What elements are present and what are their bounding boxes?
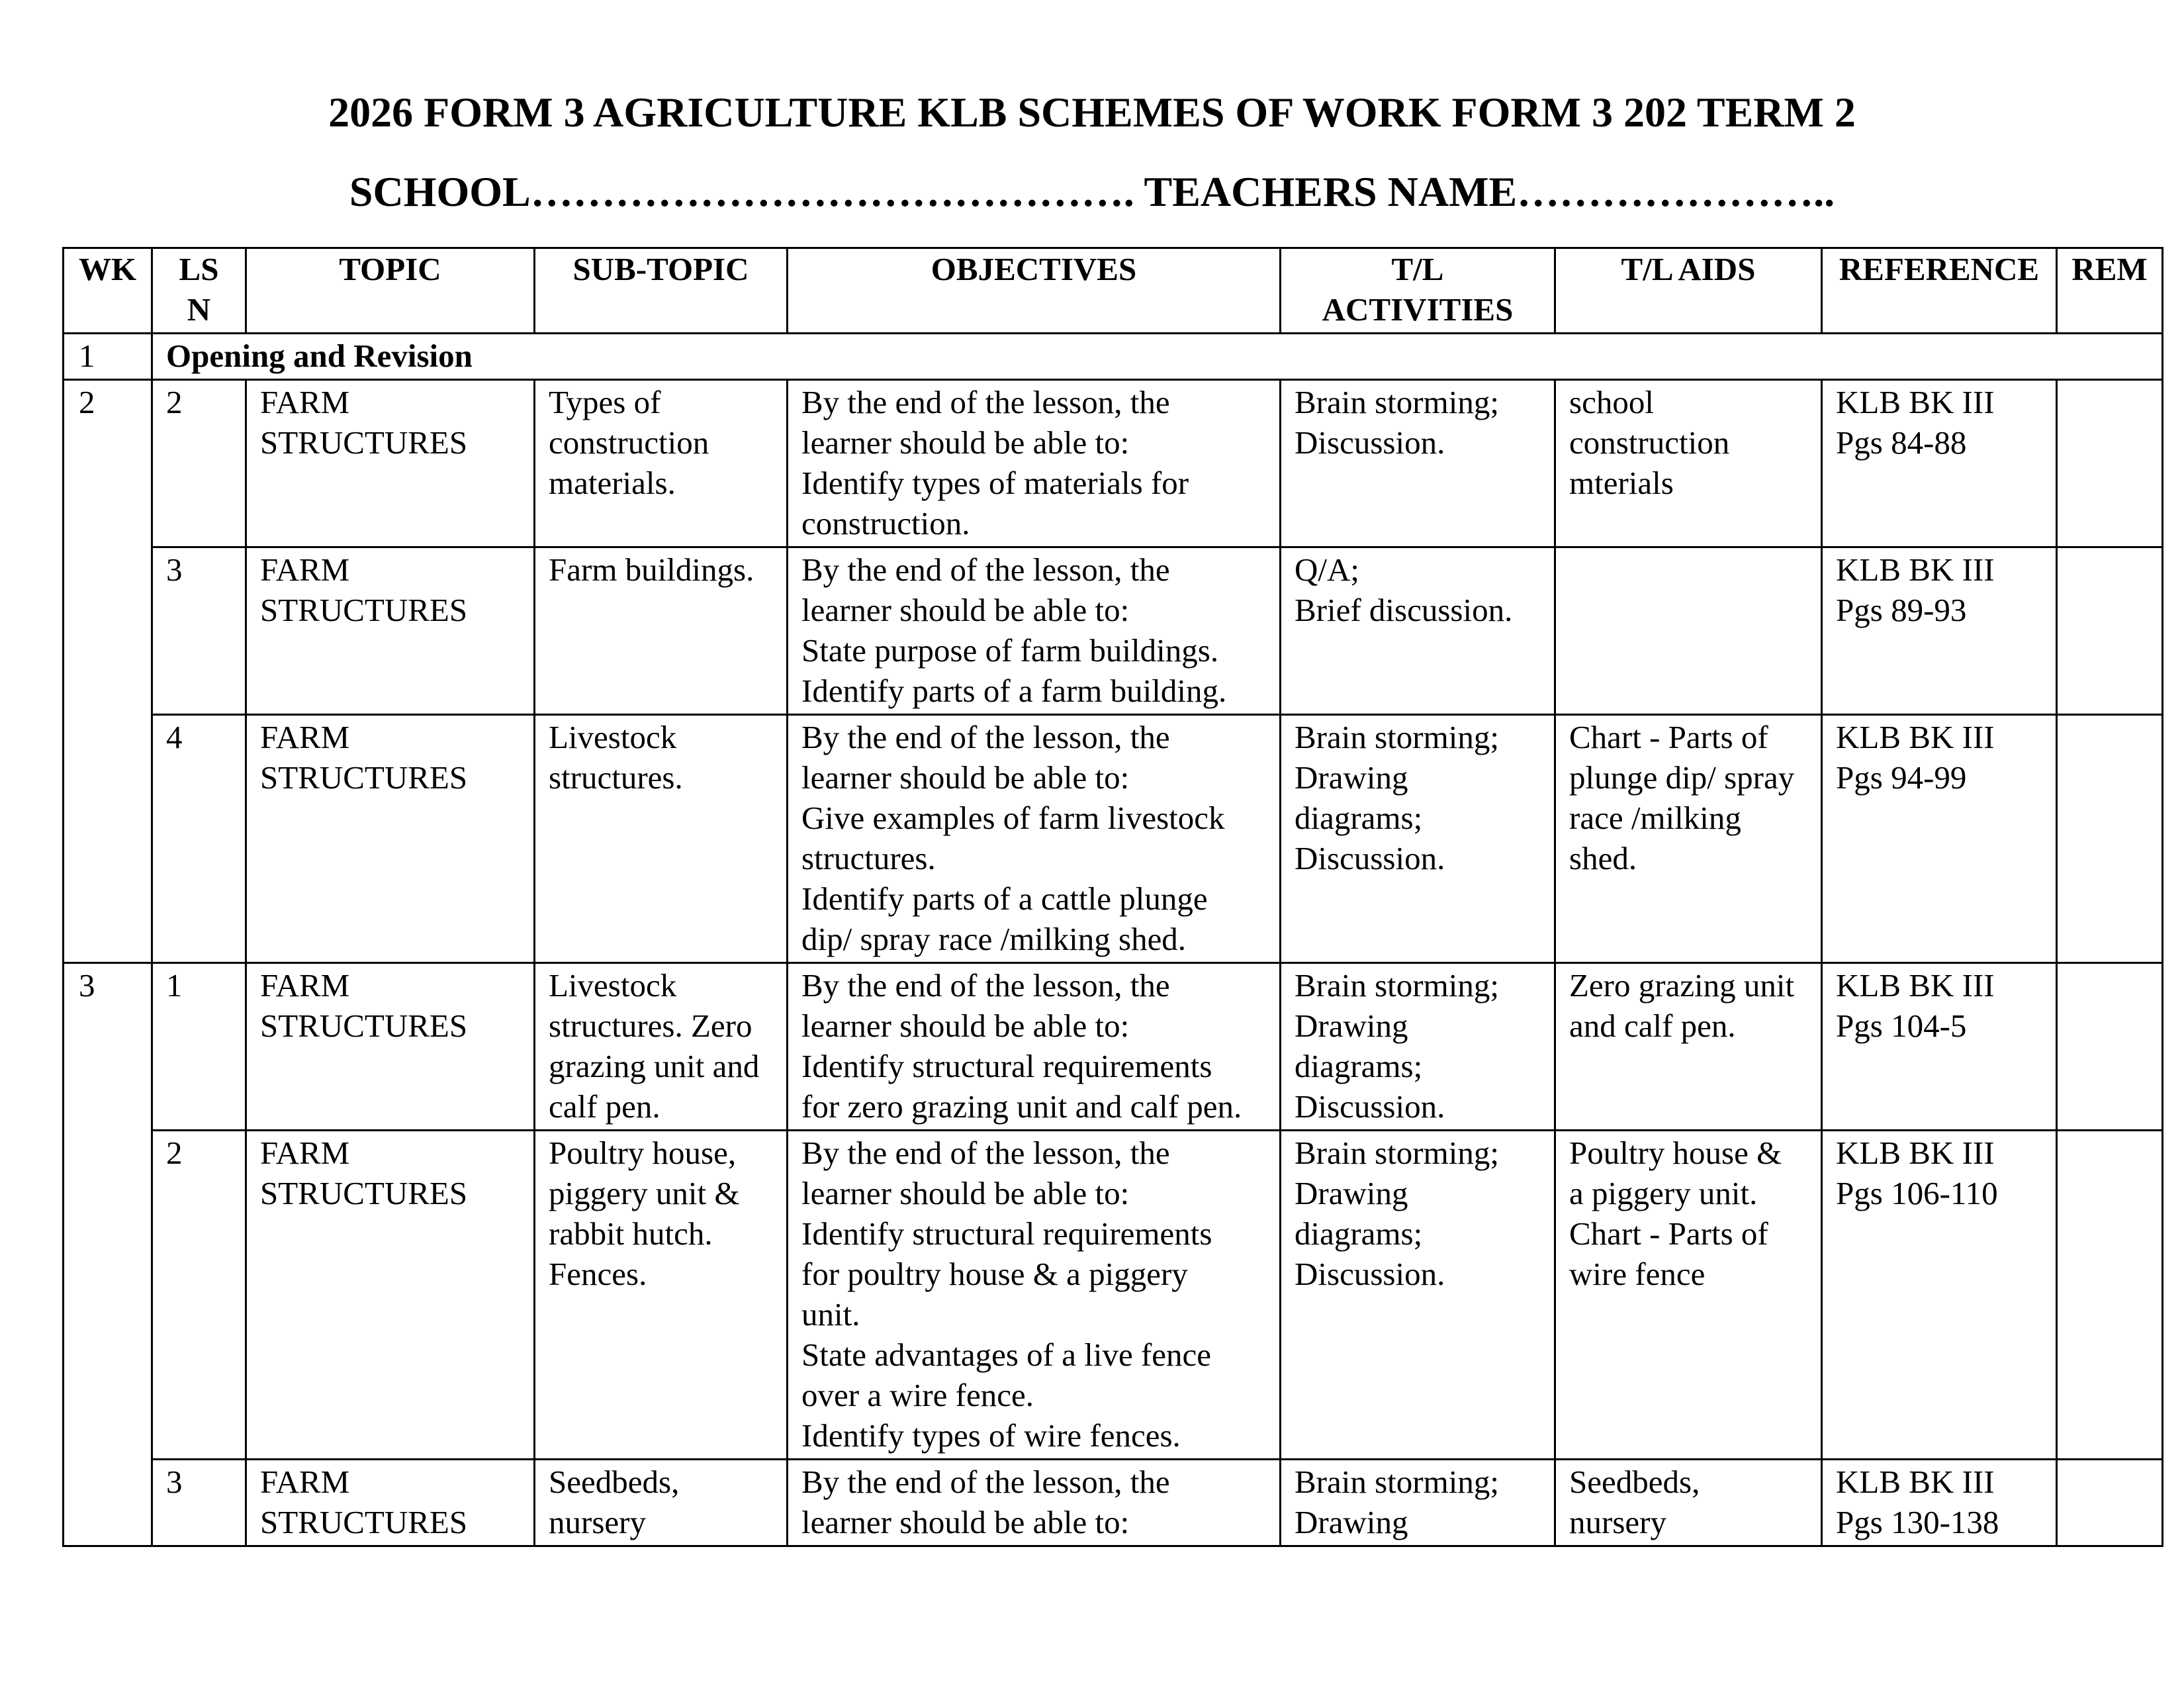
aids-cell: school construction mterials	[1555, 380, 1822, 547]
document-title: 2026 FORM 3 AGRICULTURE KLB SCHEMES OF WORK FORM 3 202 TERM 2	[328, 89, 1856, 136]
lesson-number: 2	[152, 1131, 246, 1460]
topic-cell: FARM STRUCTURES	[246, 963, 535, 1131]
opening-revision-note: Opening and Revision	[152, 334, 2163, 380]
table-row	[64, 547, 2163, 715]
header-subtopic: SUB-TOPIC	[535, 248, 788, 334]
subtopic-cell: Livestock structures.	[535, 715, 788, 963]
header-reference: REFERENCE	[1822, 248, 2057, 334]
header-aids: T/L AIDS	[1555, 248, 1822, 334]
remarks-cell	[2057, 963, 2163, 1131]
activities-cell: Brain storming; Drawing diagrams; Discussion.	[1281, 715, 1555, 963]
topic-cell: FARM STRUCTURES	[246, 380, 535, 547]
table-row	[64, 1131, 2163, 1460]
header-topic: TOPIC	[246, 248, 535, 334]
header-lsn: LS N	[152, 248, 246, 334]
reference-cell: KLB BK III Pgs 106-110	[1822, 1131, 2057, 1460]
reference-cell: KLB BK III Pgs 104-5	[1822, 963, 2057, 1131]
objectives-cell: By the end of the lesson, the learner should be able to:	[788, 1460, 1281, 1546]
header-activities: T/L ACTIVITIES	[1281, 248, 1555, 334]
objectives-cell: By the end of the lesson, the learner should be able to: Identify structural requirements for zero grazing unit and calf pen.	[788, 963, 1281, 1131]
subtopic-cell: Poultry house, piggery unit & rabbit hutch. Fences.	[535, 1131, 788, 1460]
remarks-cell	[2057, 715, 2163, 963]
activities-cell: Brain storming; Drawing	[1281, 1460, 1555, 1546]
remarks-cell	[2057, 380, 2163, 547]
week-number: 1	[64, 334, 152, 380]
table-row-week-1	[64, 334, 2163, 380]
header-objectives: OBJECTIVES	[788, 248, 1281, 334]
remarks-cell	[2057, 1131, 2163, 1460]
school-teacher-line: SCHOOL……………………………………. TEACHERS NAME…………………..	[349, 168, 1835, 215]
schemes-of-work-table	[62, 247, 2163, 1547]
objectives-cell: By the end of the lesson, the learner should be able to: Identify types of materials for construction.	[788, 380, 1281, 547]
aids-cell	[1555, 547, 1822, 715]
table-header-row	[64, 248, 2163, 334]
table-row	[64, 1460, 2163, 1546]
reference-cell: KLB BK III Pgs 130-138	[1822, 1460, 2057, 1546]
reference-cell: KLB BK III Pgs 94-99	[1822, 715, 2057, 963]
lesson-number: 2	[152, 380, 246, 547]
lesson-number: 4	[152, 715, 246, 963]
subtopic-cell: Livestock structures. Zero grazing unit and calf pen.	[535, 963, 788, 1131]
activities-cell: Q/A; Brief discussion.	[1281, 547, 1555, 715]
header-rem: REM	[2057, 248, 2163, 334]
activities-cell: Brain storming; Drawing diagrams; Discussion.	[1281, 1131, 1555, 1460]
table-row	[64, 963, 2163, 1131]
table-row	[64, 380, 2163, 547]
aids-cell: Poultry house & a piggery unit. Chart - Parts of wire fence	[1555, 1131, 1822, 1460]
lesson-number: 3	[152, 1460, 246, 1546]
topic-cell: FARM STRUCTURES	[246, 1131, 535, 1460]
objectives-cell: By the end of the lesson, the learner should be able to: State purpose of farm buildings. Identify parts of a farm building.	[788, 547, 1281, 715]
objectives-cell: By the end of the lesson, the learner should be able to: Give examples of farm livestock structures. Identify parts of a cattle plunge dip/ spray race /milking shed.	[788, 715, 1281, 963]
header-wk: WK	[64, 248, 152, 334]
aids-cell: Chart - Parts of plunge dip/ spray race /milking shed.	[1555, 715, 1822, 963]
table-row	[64, 715, 2163, 963]
remarks-cell	[2057, 547, 2163, 715]
objectives-cell: By the end of the lesson, the learner should be able to: Identify structural requirements for poultry house & a piggery unit. State advantages of a live fence over a wire fence. Identify types of wire fences.	[788, 1131, 1281, 1460]
subtopic-cell: Seedbeds, nursery	[535, 1460, 788, 1546]
reference-cell: KLB BK III Pgs 84-88	[1822, 380, 2057, 547]
activities-cell: Brain storming; Discussion.	[1281, 380, 1555, 547]
remarks-cell	[2057, 1460, 2163, 1546]
topic-cell: FARM STRUCTURES	[246, 715, 535, 963]
aids-cell: Zero grazing unit and calf pen.	[1555, 963, 1822, 1131]
subtopic-cell: Farm buildings.	[535, 547, 788, 715]
aids-cell: Seedbeds, nursery	[1555, 1460, 1822, 1546]
subtopic-cell: Types of construction materials.	[535, 380, 788, 547]
topic-cell: FARM STRUCTURES	[246, 547, 535, 715]
topic-cell: FARM STRUCTURES	[246, 1460, 535, 1546]
lesson-number: 3	[152, 547, 246, 715]
reference-cell: KLB BK III Pgs 89-93	[1822, 547, 2057, 715]
week-number: 3	[64, 963, 152, 1546]
lesson-number: 1	[152, 963, 246, 1131]
week-number: 2	[64, 380, 152, 963]
activities-cell: Brain storming; Drawing diagrams; Discussion.	[1281, 963, 1555, 1131]
